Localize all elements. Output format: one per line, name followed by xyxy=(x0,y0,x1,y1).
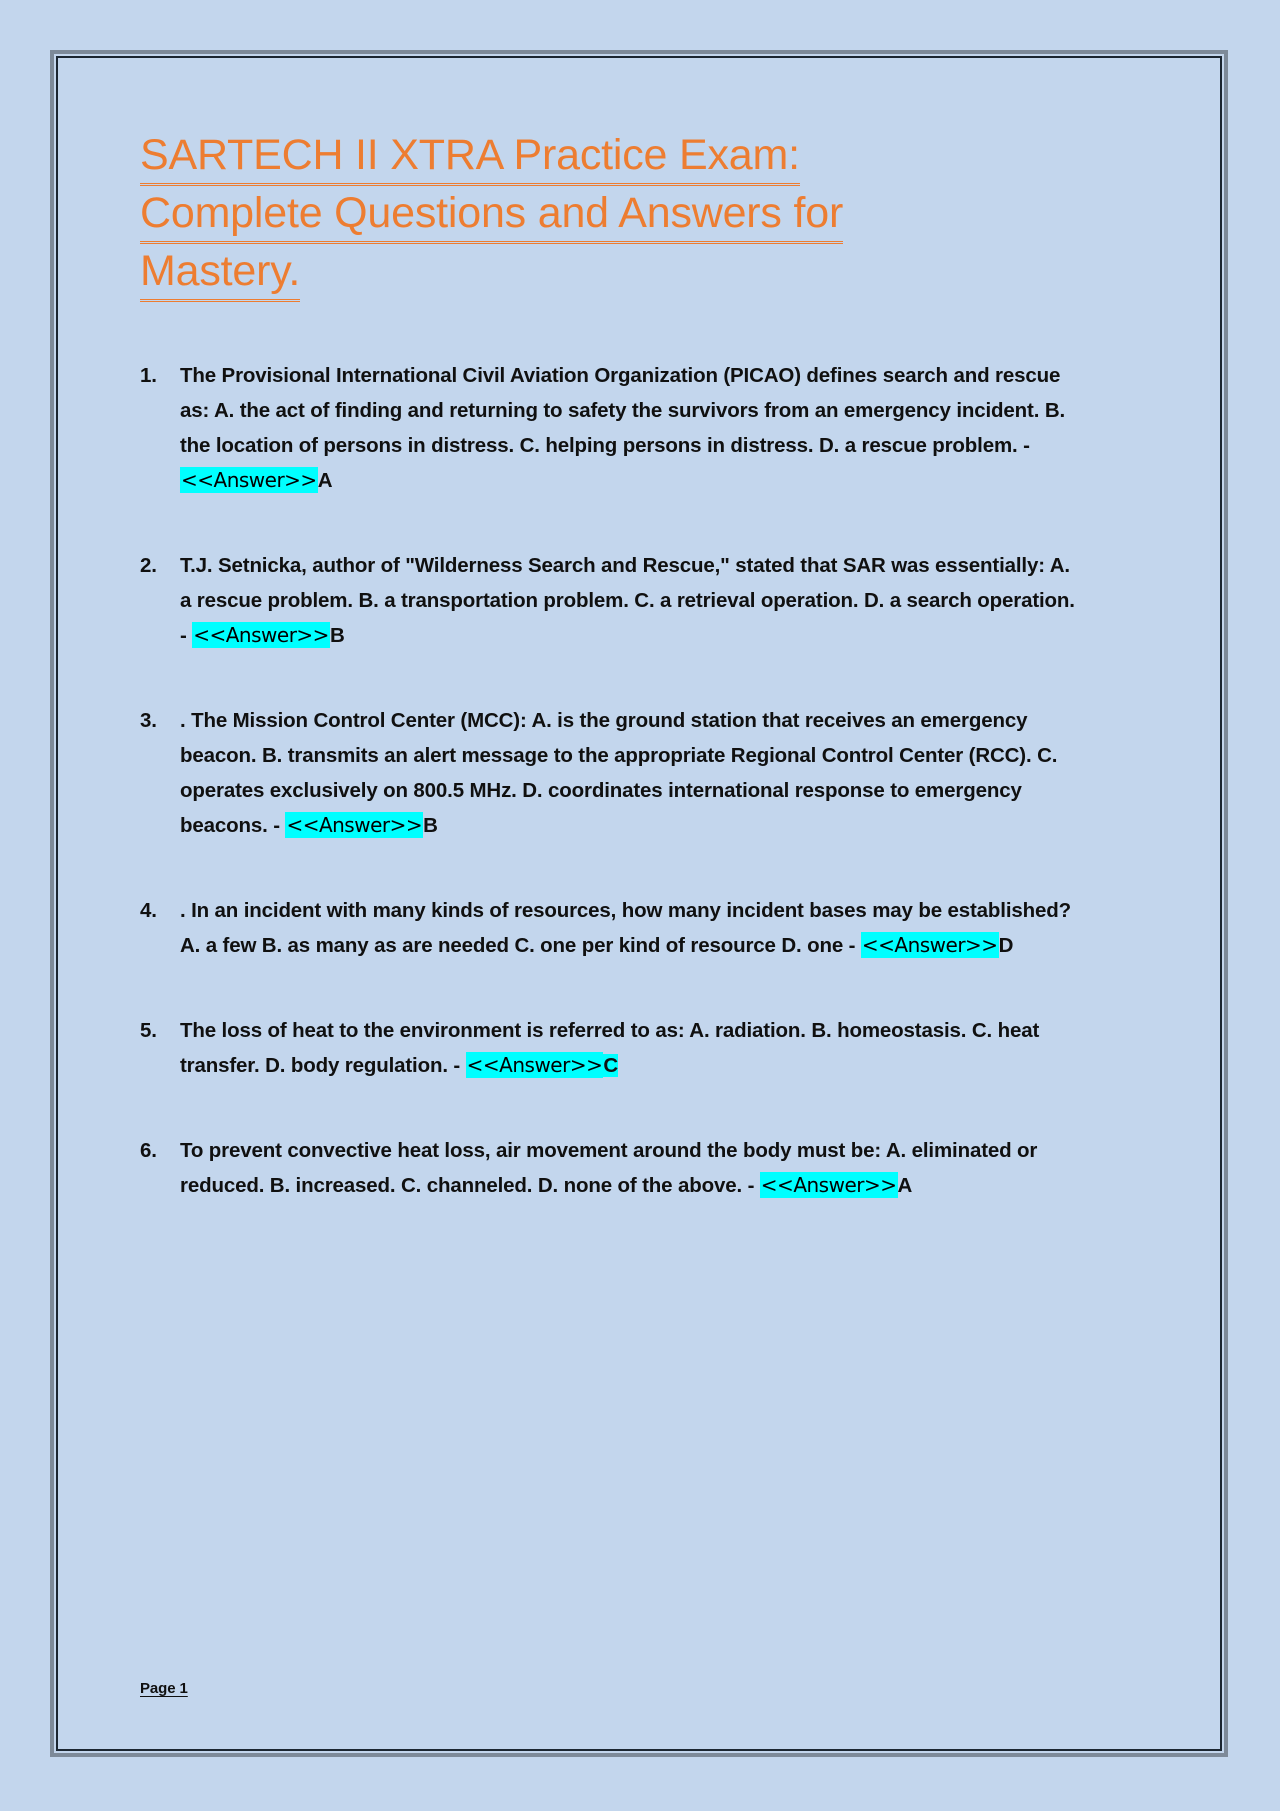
page-title-line-2: Complete Questions and Answers for xyxy=(140,186,843,244)
answer-letter: B xyxy=(329,624,345,647)
answer-letter: A xyxy=(897,1174,913,1197)
answer-letter: A xyxy=(317,469,333,492)
answer-tag: <<Answer>> xyxy=(466,1053,603,1077)
page-title-line-1: SARTECH II XTRA Practice Exam: xyxy=(140,128,800,186)
question-item xyxy=(140,703,1085,843)
answer-tag: <<Answer>> xyxy=(861,933,998,957)
document-content xyxy=(140,128,1174,1731)
answer-letter: C xyxy=(603,1054,619,1077)
question-item xyxy=(140,893,1085,963)
answer-tag: <<Answer>> xyxy=(760,1173,897,1197)
answer-tag: <<Answer>> xyxy=(193,623,329,647)
document-page-inner-border xyxy=(56,56,1222,1751)
question-item xyxy=(140,1133,1085,1203)
page-title xyxy=(140,128,1000,302)
question-item xyxy=(140,358,1085,498)
question-text: . The Mission Control Center (MCC): A. is the ground station that receives an emergency beacon. B. transmits an alert message to the appropriate Regional Control Center (RCC). C. operates exclusively on 800.5 MHz. D. coordinates international response to emergency beacons. - xyxy=(180,709,1058,837)
page-number-footer: Page 1 xyxy=(140,1680,188,1697)
answer-letter: D xyxy=(998,934,1014,957)
page-title-line-3: Mastery. xyxy=(140,244,300,302)
question-text: T.J. Setnicka, author of "Wilderness Search and Rescue," stated that SAR was essentially: A. a rescue problem. B. a transportation problem. C. a retrieval operation. D. a search operation. - xyxy=(180,554,1075,647)
question-text: . In an incident with many kinds of resources, how many incident bases may be established? A. a few B. as many as are needed C. one per kind of resource D. one - xyxy=(180,899,1072,957)
question-item xyxy=(140,548,1085,653)
answer-tag: <<Answer>> xyxy=(286,813,423,837)
answer-tag: <<Answer>> xyxy=(181,468,317,492)
document-page-frame xyxy=(50,50,1228,1757)
question-list xyxy=(140,358,1174,1203)
question-item xyxy=(140,1013,1085,1083)
question-text: To prevent convective heat loss, air movement around the body must be: A. eliminated or reduced. B. increased. C. channeled. D. none of the above. - xyxy=(180,1139,1038,1197)
question-text: The loss of heat to the environment is referred to as: A. radiation. B. homeostasis. C. heat transfer. D. body regulation. - xyxy=(180,1019,1040,1077)
answer-letter: B xyxy=(423,814,438,837)
question-text: The Provisional International Civil Aviation Organization (PICAO) defines search and rescue as: A. the act of finding and returning to safety the survivors from an emergency incident. B. the location of persons in distress. C. helping persons in distress. D. a rescue problem. - xyxy=(180,364,1066,457)
